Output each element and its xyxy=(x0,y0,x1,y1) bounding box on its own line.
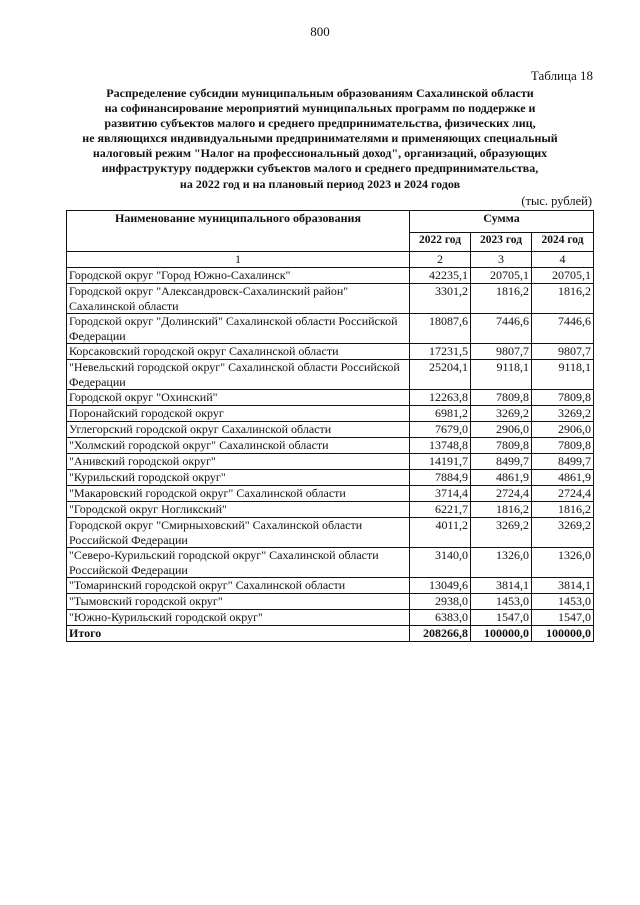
table-row xyxy=(67,502,594,518)
municipality-name: "Северо-Курильский городской округ" Сахалинской области Российской Федерации xyxy=(67,548,410,578)
column-number: 3 xyxy=(471,252,532,268)
value-2023: 1816,2 xyxy=(471,284,532,314)
subsidy-table xyxy=(66,210,594,642)
title-line: не являющихся индивидуальными предпринимателями и применяющих специальный xyxy=(82,131,558,146)
table-row xyxy=(67,486,594,502)
value-2023: 1326,0 xyxy=(471,548,532,578)
column-number: 2 xyxy=(410,252,471,268)
table-label: Таблица 18 xyxy=(530,68,593,83)
value-2023: 1453,0 xyxy=(471,594,532,610)
municipality-name: "Макаровский городской округ" Сахалинской области xyxy=(67,486,410,502)
value-2024: 9118,1 xyxy=(532,360,594,390)
value-2023: 4861,9 xyxy=(471,470,532,486)
value-2022: 6981,2 xyxy=(410,406,471,422)
table-row xyxy=(67,594,594,610)
table-row xyxy=(67,268,594,284)
value-2023: 3814,1 xyxy=(471,578,532,594)
municipality-name: Городской округ "Смирныховский" Сахалинской области Российской Федерации xyxy=(67,518,410,548)
value-2024: 1326,0 xyxy=(532,548,594,578)
value-2024: 1816,2 xyxy=(532,284,594,314)
value-2022: 6221,7 xyxy=(410,502,471,518)
header-municipality: Наименование муниципального образования xyxy=(67,211,410,252)
title-line: на софинансирование мероприятий муниципальных программ по поддержке и xyxy=(104,101,536,116)
table-row xyxy=(67,578,594,594)
table-row xyxy=(67,360,594,390)
value-2022: 2938,0 xyxy=(410,594,471,610)
value-2022: 7679,0 xyxy=(410,422,471,438)
title-line: налоговый режим "Налог на профессиональный доход", организаций, образующих xyxy=(92,146,548,161)
municipality-name: "Холмский городской округ" Сахалинской области xyxy=(67,438,410,454)
value-2024: 3814,1 xyxy=(532,578,594,594)
header-year-2022: 2022 год xyxy=(410,232,471,251)
value-2023: 1816,2 xyxy=(471,502,532,518)
table-row xyxy=(67,454,594,470)
table-row xyxy=(67,548,594,578)
value-2024: 3269,2 xyxy=(532,518,594,548)
value-2022: 3714,4 xyxy=(410,486,471,502)
value-2023: 1547,0 xyxy=(471,610,532,626)
value-2024: 3269,2 xyxy=(532,406,594,422)
header-year-2023: 2023 год xyxy=(471,232,532,251)
value-2022: 3301,2 xyxy=(410,284,471,314)
total-label: Итого xyxy=(67,626,410,642)
value-2024: 7809,8 xyxy=(532,390,594,406)
value-2022: 42235,1 xyxy=(410,268,471,284)
value-2024: 7446,6 xyxy=(532,314,594,344)
header-sum: Сумма xyxy=(410,211,594,233)
value-2023: 2724,4 xyxy=(471,486,532,502)
value-2024: 2906,0 xyxy=(532,422,594,438)
title-line: инфраструктуру поддержки субъектов малого и среднего предпринимательства, xyxy=(101,161,539,176)
table-row xyxy=(67,610,594,626)
value-2024: 7809,8 xyxy=(532,438,594,454)
document-title xyxy=(45,86,595,192)
value-2023: 9118,1 xyxy=(471,360,532,390)
title-line: Распределение субсидии муниципальным образованиям Сахалинской области xyxy=(106,86,534,100)
value-2023: 7809,8 xyxy=(471,390,532,406)
municipality-name: Углегорский городской округ Сахалинской области xyxy=(67,422,410,438)
value-2022: 4011,2 xyxy=(410,518,471,548)
value-2022: 3140,0 xyxy=(410,548,471,578)
municipality-name: "Томаринский городской округ" Сахалинской области xyxy=(67,578,410,594)
value-2023: 8499,7 xyxy=(471,454,532,470)
column-number: 1 xyxy=(67,252,410,268)
municipality-name: Городской округ "Александровск-Сахалинский район" Сахалинской области xyxy=(67,284,410,314)
value-2024: 1547,0 xyxy=(532,610,594,626)
municipality-name: Городской округ "Долинский" Сахалинской области Российской Федерации xyxy=(67,314,410,344)
table-row xyxy=(67,284,594,314)
value-2024: 9807,7 xyxy=(532,344,594,360)
table-row xyxy=(67,314,594,344)
value-2023: 3269,2 xyxy=(471,406,532,422)
value-2022: 13049,6 xyxy=(410,578,471,594)
value-2023: 7446,6 xyxy=(471,314,532,344)
value-2024: 1816,2 xyxy=(532,502,594,518)
table-row xyxy=(67,438,594,454)
value-2022: 18087,6 xyxy=(410,314,471,344)
municipality-name: "Невельский городской округ" Сахалинской области Российской Федерации xyxy=(67,360,410,390)
table-row xyxy=(67,470,594,486)
value-2022: 6383,0 xyxy=(410,610,471,626)
municipality-name: Поронайский городской округ xyxy=(67,406,410,422)
value-2024: 2724,4 xyxy=(532,486,594,502)
total-row xyxy=(67,626,594,642)
value-2022: 17231,5 xyxy=(410,344,471,360)
table-row xyxy=(67,406,594,422)
column-number: 4 xyxy=(532,252,594,268)
value-2022: 13748,8 xyxy=(410,438,471,454)
value-2022: 25204,1 xyxy=(410,360,471,390)
value-2022: 14191,7 xyxy=(410,454,471,470)
municipality-name: Городской округ "Охинский" xyxy=(67,390,410,406)
page-number: 800 xyxy=(310,24,330,39)
total-2023: 100000,0 xyxy=(471,626,532,642)
municipality-name: Корсаковский городской округ Сахалинской области xyxy=(67,344,410,360)
municipality-name: "Тымовский городской округ" xyxy=(67,594,410,610)
municipality-name: "Южно-Курильский городской округ" xyxy=(67,610,410,626)
value-2024: 4861,9 xyxy=(532,470,594,486)
table-row xyxy=(67,390,594,406)
title-line: на 2022 год и на плановый период 2023 и 2024 годов xyxy=(179,176,461,191)
value-2023: 9807,7 xyxy=(471,344,532,360)
value-2024: 1453,0 xyxy=(532,594,594,610)
municipality-name: "Анивский городской округ" xyxy=(67,454,410,470)
municipality-name: "Городской округ Ногликский" xyxy=(67,502,410,518)
total-2022: 208266,8 xyxy=(410,626,471,642)
table-row xyxy=(67,344,594,360)
units-label: (тыс. рублей) xyxy=(521,194,592,208)
total-2024: 100000,0 xyxy=(532,626,594,642)
value-2023: 2906,0 xyxy=(471,422,532,438)
header-year-2024: 2024 год xyxy=(532,232,594,251)
value-2024: 20705,1 xyxy=(532,268,594,284)
value-2023: 7809,8 xyxy=(471,438,532,454)
table-row xyxy=(67,518,594,548)
value-2023: 20705,1 xyxy=(471,268,532,284)
value-2022: 7884,9 xyxy=(410,470,471,486)
value-2023: 3269,2 xyxy=(471,518,532,548)
municipality-name: "Курильский городской округ" xyxy=(67,470,410,486)
municipality-name: Городской округ "Город Южно-Сахалинск" xyxy=(67,268,410,284)
table-row xyxy=(67,422,594,438)
value-2024: 8499,7 xyxy=(532,454,594,470)
title-line: развитию субъектов малого и среднего предпринимательства, физических лиц, xyxy=(104,116,536,131)
value-2022: 12263,8 xyxy=(410,390,471,406)
